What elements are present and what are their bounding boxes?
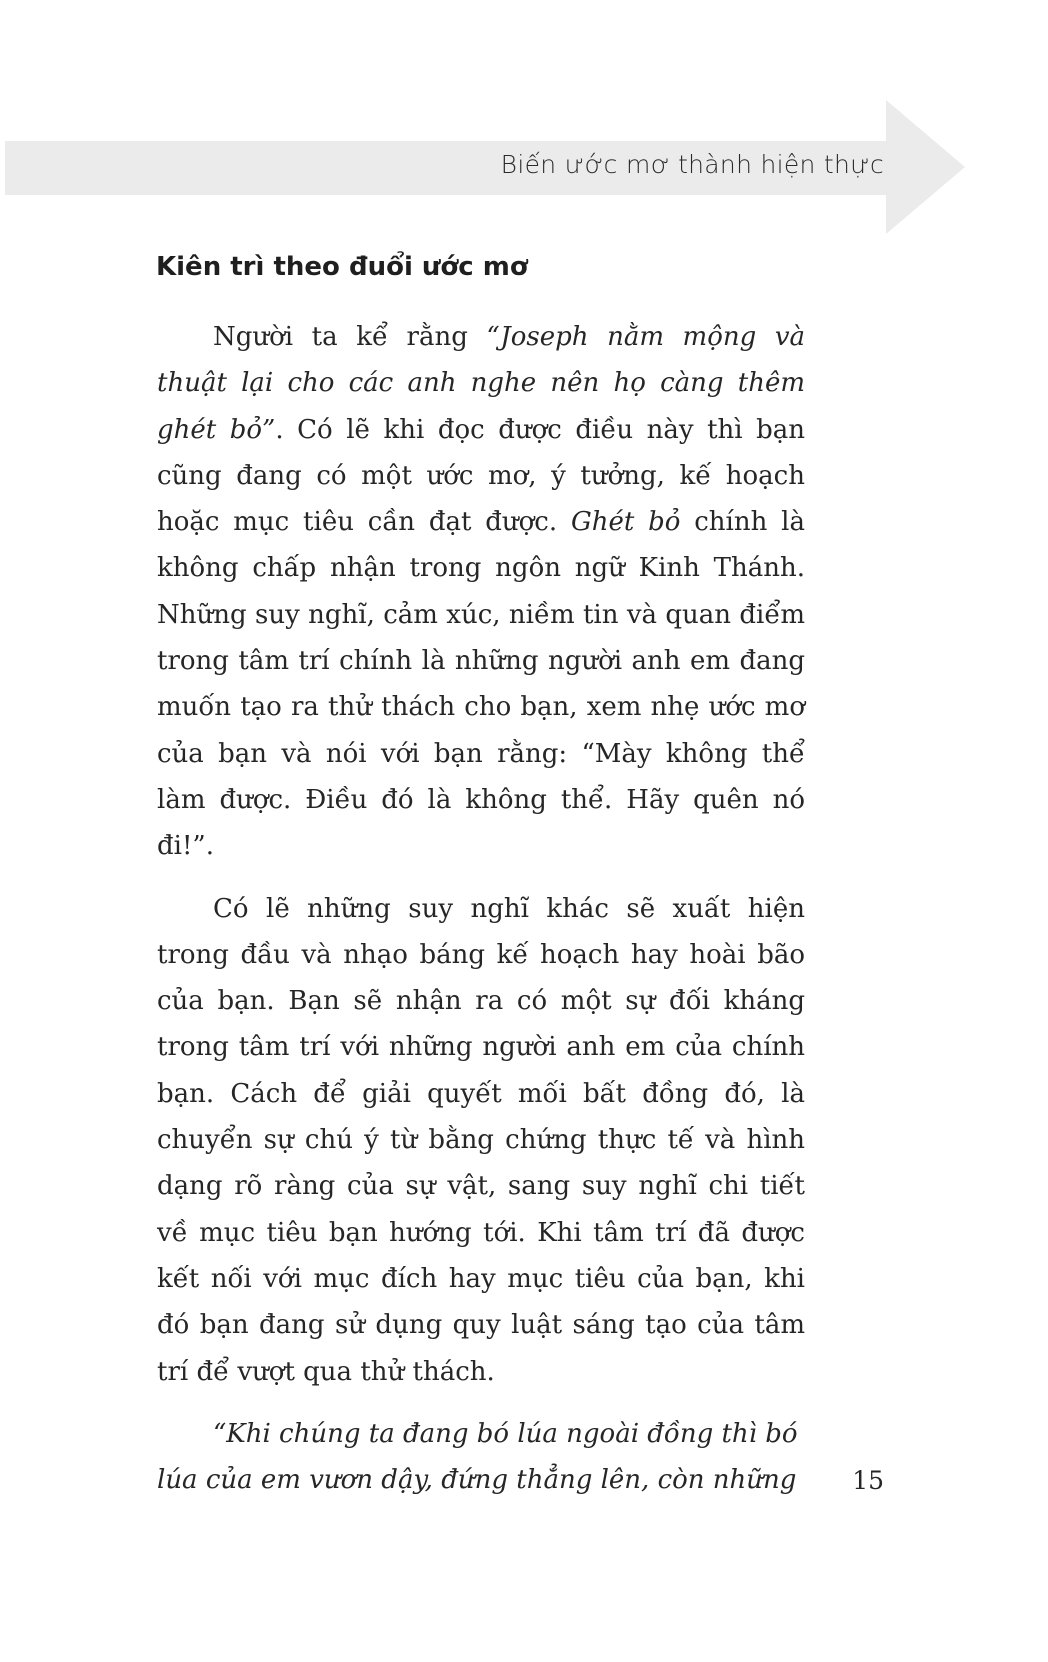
arrow-banner-icon (0, 0, 1048, 260)
paragraph-1 (157, 314, 805, 870)
paragraph-1-emphasis: Ghét bỏ (570, 507, 681, 538)
header-banner (0, 0, 1048, 260)
section-heading: Kiên trì theo đuổi ước mơ (156, 252, 528, 282)
paragraph-1-quote: “Joseph nằm mộng và thuật lại cho các anh nghe nên họ càng thêm ghét bỏ” (157, 322, 806, 445)
paragraph-3 (157, 1411, 805, 1504)
paragraph-2: Có lẽ những suy nghĩ khác sẽ xuất hiện trong đầu và nhạo báng kế hoạch hay hoài bão của bạn. Bạn sẽ nhận ra có một sự đối kháng trong tâm trí với những người anh em của chính bạn. Cách để giải quyết mối bất đồng đó, là chuyển sự chú ý từ bằng chứng thực tế và hình dạng rõ ràng của sự vật, sang suy nghĩ chi tiết về mục tiêu bạn hướng tới. Khi tâm trí đã được kết nối với mục đích hay mục tiêu của bạn, khi đó bạn đang sử dụng quy luật sáng tạo của tâm trí để vượt qua thử thách. (157, 893, 805, 1387)
page-number: 15 (852, 1466, 884, 1495)
paragraph-3-quote: “Khi chúng ta đang bó lúa ngoài đồng thì bó lúa của em vươn dậy, đứng thẳng lên, còn những (157, 1418, 798, 1496)
paragraph-1-part-1: Người ta kể rằng (213, 322, 487, 352)
paragraph-1-part-3: chính là không chấp nhận trong ngôn ngữ Kinh Thánh. Những suy nghĩ, cảm xúc, niềm tin và quan điểm trong tâm trí chính là những người anh em đang muốn tạo ra thử thách cho bạn, xem nhẹ ước mơ của bạn và nói với bạn rằng: “Mày không thể làm được. Điều đó là không thể. Hãy quên nó đi!”. (157, 507, 805, 862)
body-text (157, 314, 805, 1503)
running-head-title: Biến ước mơ thành hiện thực (500, 150, 884, 179)
paragraph-1-part-2: . Có lẽ khi đọc được điều này thì bạn cũng đang có một ước mơ, ý tưởng, kế hoạch hoặc mục tiêu cần đạt được. (157, 414, 805, 538)
